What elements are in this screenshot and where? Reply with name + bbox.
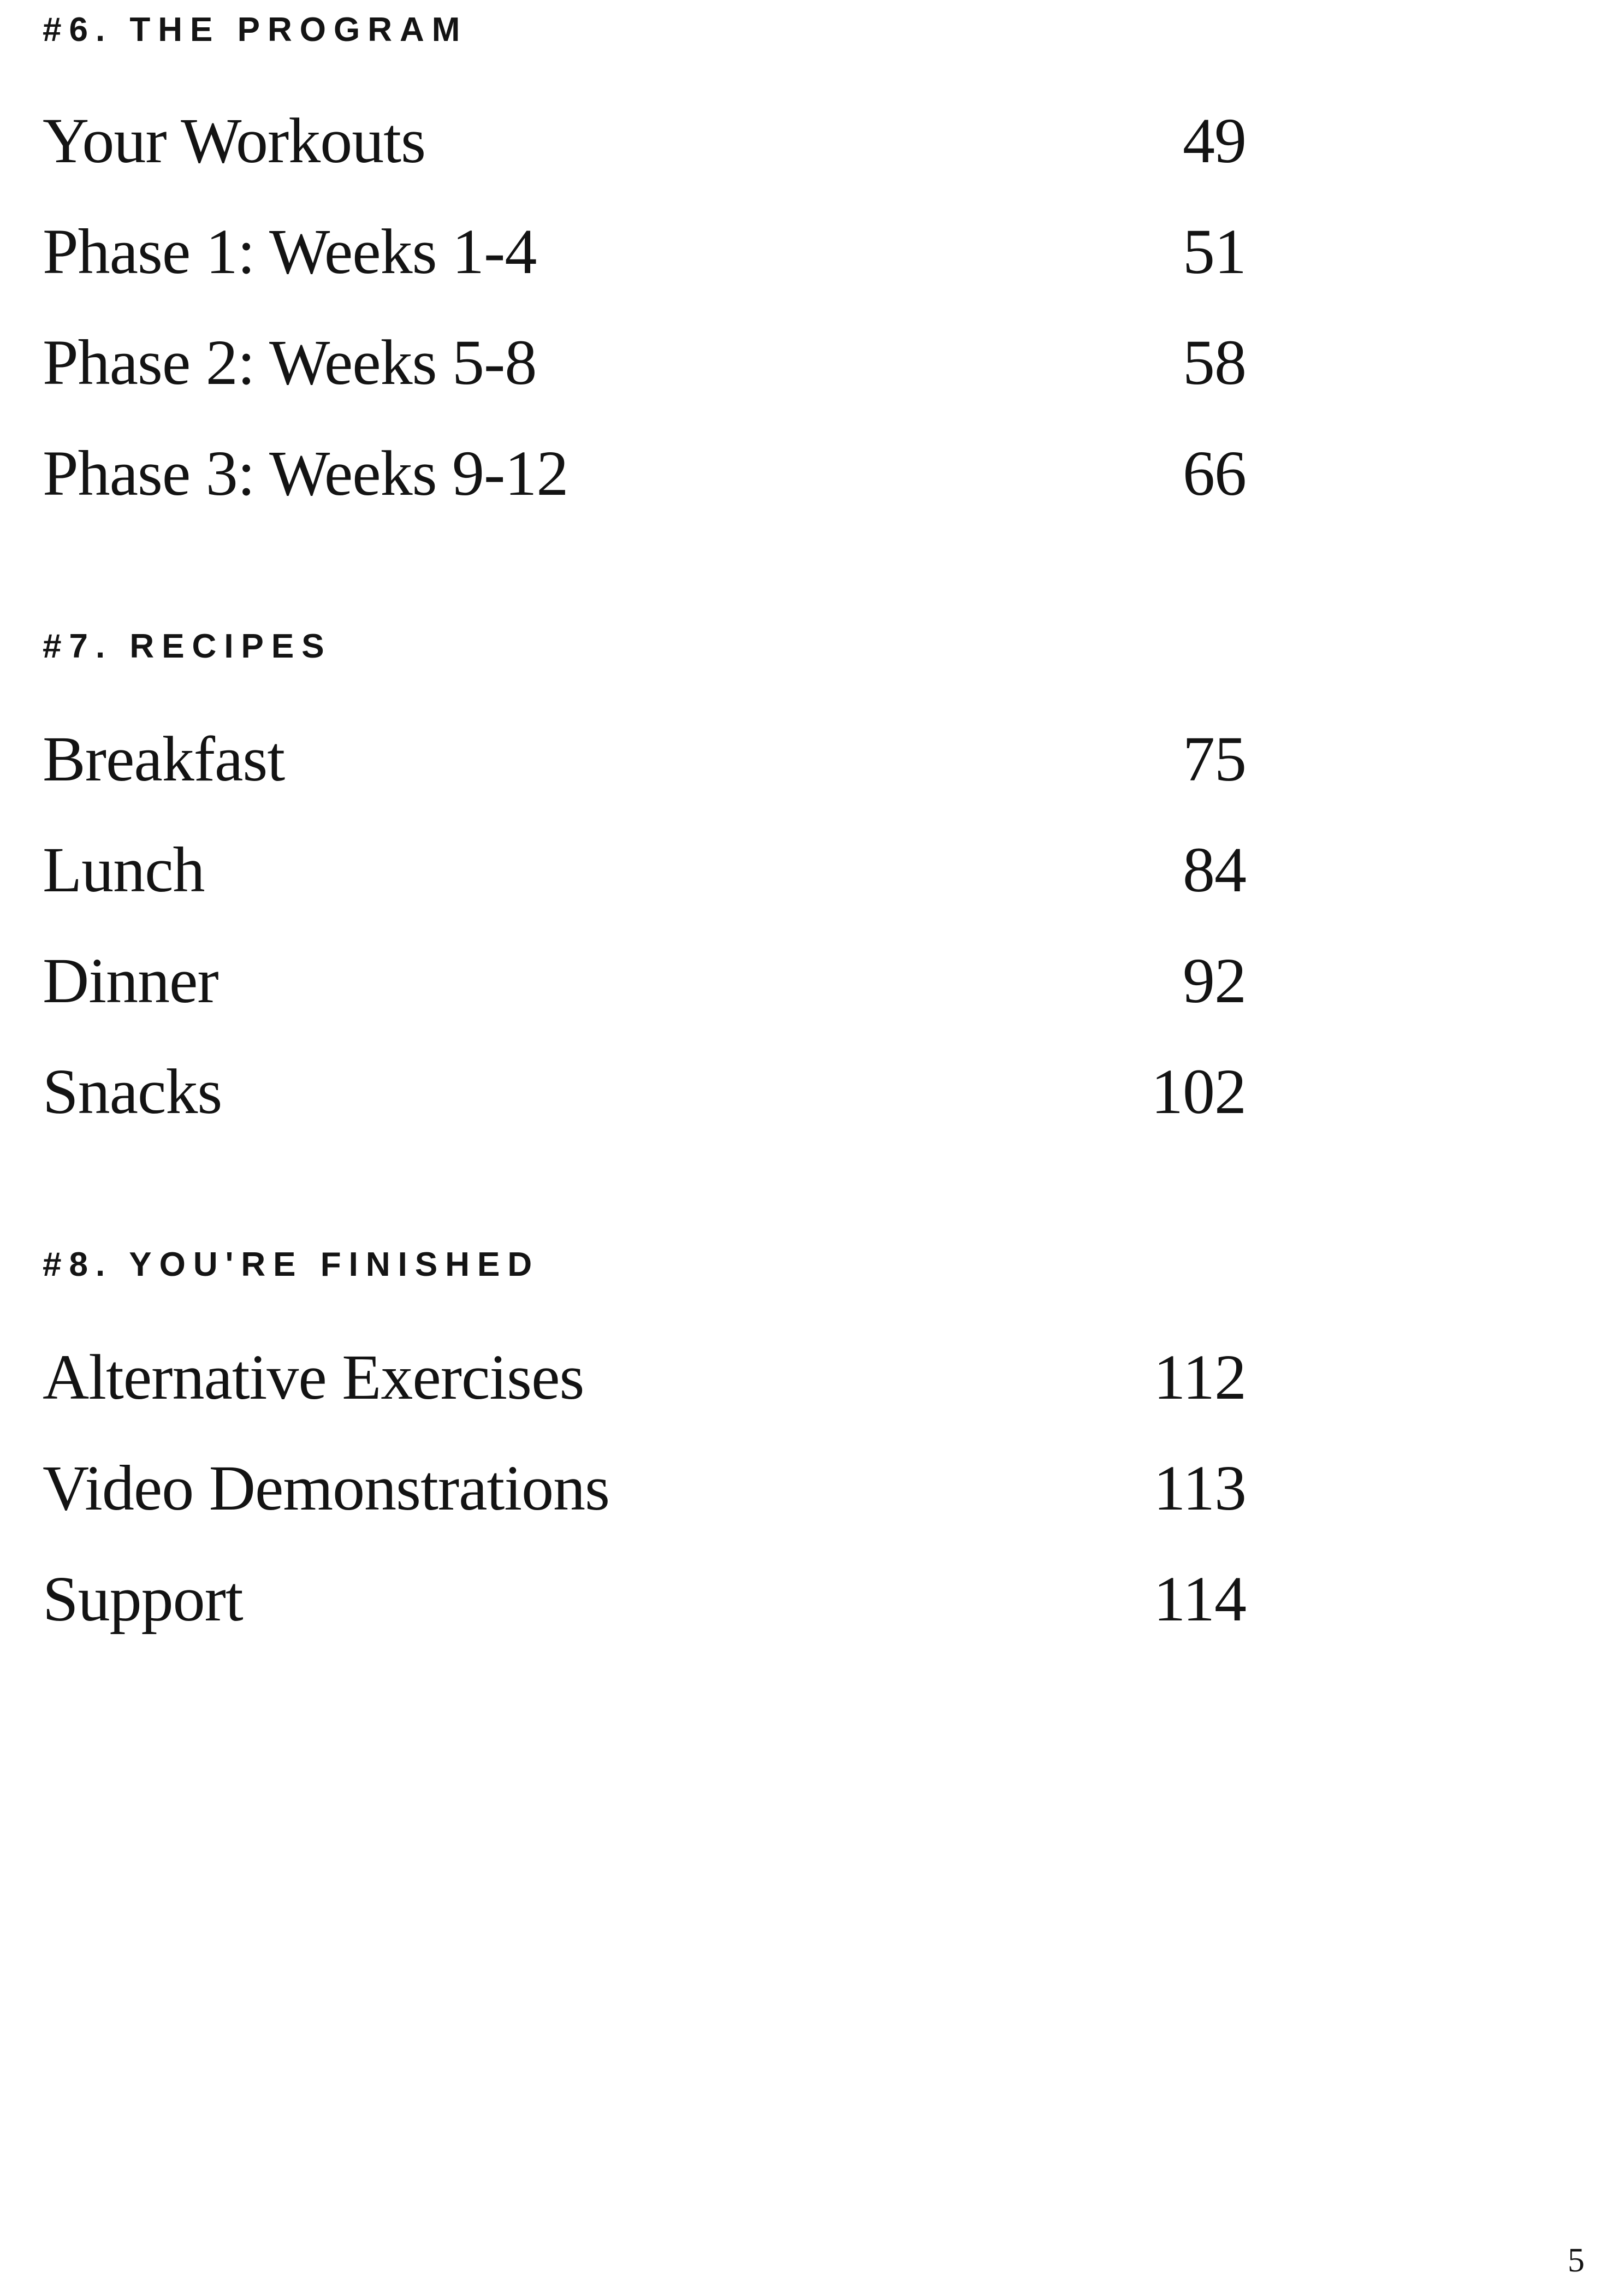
toc-entry[interactable] — [43, 105, 1246, 176]
toc-entry[interactable] — [43, 1452, 1246, 1524]
toc-entry-page: 49 — [1183, 105, 1246, 176]
toc-entry-page: 58 — [1183, 327, 1246, 398]
toc-entry-label: Dinner — [43, 945, 218, 1016]
toc-entry[interactable] — [43, 437, 1246, 509]
toc-entry[interactable] — [43, 1341, 1246, 1413]
toc-entry-page: 102 — [1151, 1056, 1246, 1127]
toc-entry[interactable] — [43, 216, 1246, 287]
toc-entry-label: Video Demonstrations — [43, 1452, 610, 1524]
toc-entry[interactable] — [43, 1563, 1246, 1635]
toc-entry-label: Breakfast — [43, 723, 285, 795]
toc-entry[interactable] — [43, 327, 1246, 398]
toc-entry-label: Your Workouts — [43, 105, 425, 176]
toc-entry-label: Phase 1: Weeks 1-4 — [43, 216, 537, 287]
toc-entry-page: 51 — [1183, 216, 1246, 287]
toc-entry-page: 66 — [1183, 437, 1246, 509]
toc-entry[interactable] — [43, 1056, 1246, 1127]
toc-entry[interactable] — [43, 945, 1246, 1016]
toc-entry-page: 75 — [1183, 723, 1246, 795]
toc-entry-label: Alternative Exercises — [43, 1341, 584, 1413]
toc-entry-label: Lunch — [43, 834, 205, 906]
section-header: #8. YOU'RE FINISHED — [43, 1246, 540, 1283]
toc-entry-label: Snacks — [43, 1056, 222, 1127]
toc-entry-page: 112 — [1153, 1341, 1246, 1413]
toc-entry-label: Phase 2: Weeks 5-8 — [43, 327, 537, 398]
section-header: #6. THE PROGRAM — [43, 11, 468, 49]
toc-entry-page: 84 — [1183, 834, 1246, 906]
toc-entry-label: Support — [43, 1563, 243, 1635]
toc-entry-page: 92 — [1183, 945, 1246, 1016]
toc-entry[interactable] — [43, 723, 1246, 795]
toc-entry-page: 114 — [1153, 1563, 1246, 1635]
section-header: #7. RECIPES — [43, 628, 332, 665]
toc-entry[interactable] — [43, 834, 1246, 906]
toc-entry-page: 113 — [1153, 1452, 1246, 1524]
page-number: 5 — [1568, 2242, 1585, 2279]
toc-entry-label: Phase 3: Weeks 9-12 — [43, 437, 568, 509]
